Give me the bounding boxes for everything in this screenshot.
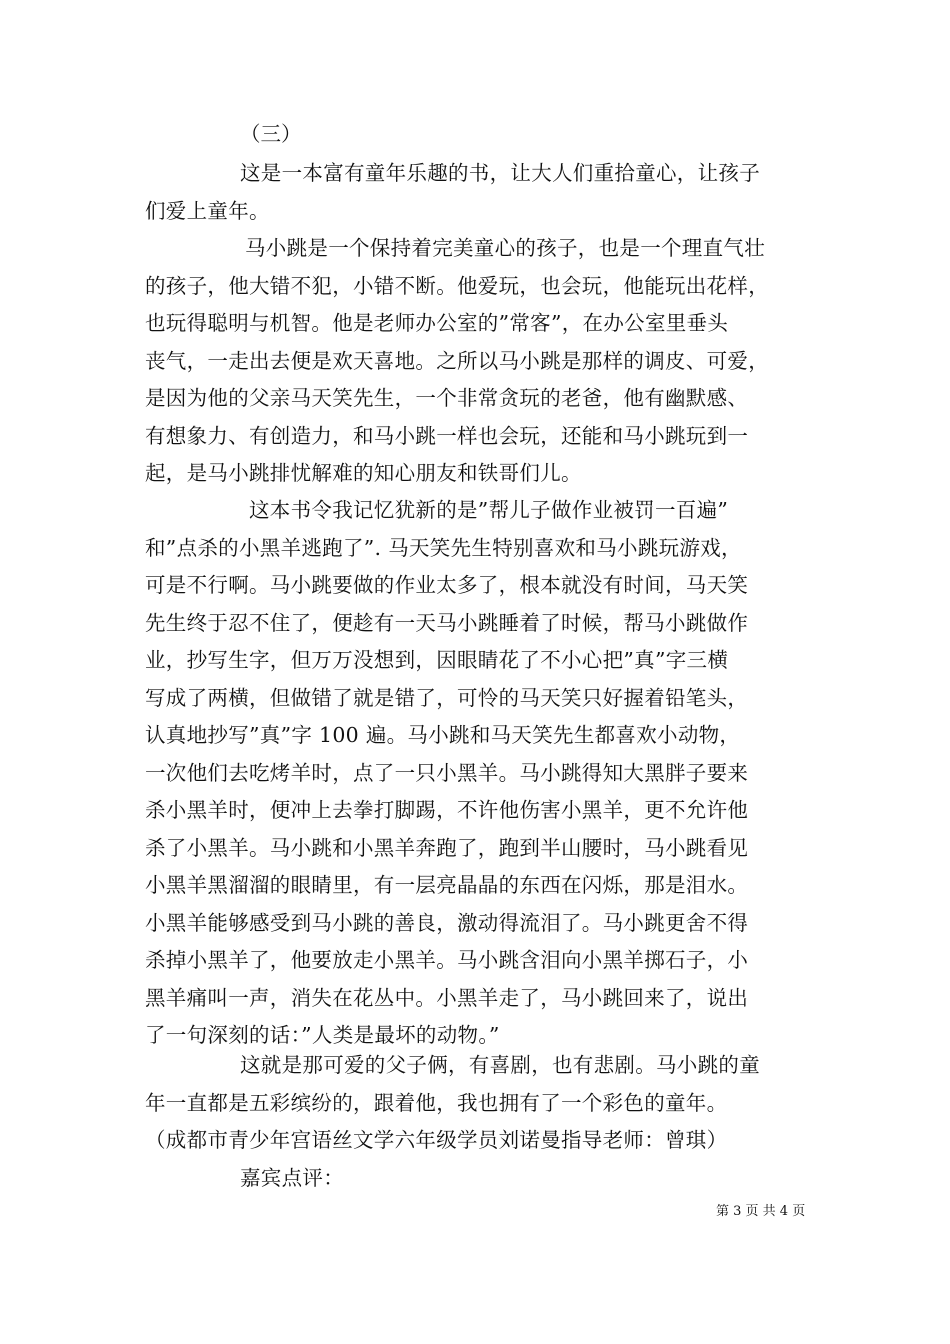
text-line: 写成了两横，但做错了就是错了，可怜的马天笑只好握着铅笔头， (145, 685, 749, 710)
text-line: 认真地抄写”真”字 100 遍。马小跳和马天笑先生都喜欢小动物， (145, 723, 741, 747)
author-credit: （成都市青少年宫语丝文学六年级学员刘诺曼指导老师：曾琪） (145, 1128, 728, 1152)
paragraph-character (145, 230, 807, 493)
section-heading: （三） (240, 122, 302, 146)
text-line: 小黑羊黑溜溜的眼睛里，有一层亮晶晶的东西在闪烁，那是泪水。 (145, 873, 749, 897)
text-line: 起，是马小跳排忧解难的知心朋友和铁哥们儿。 (145, 461, 582, 485)
text-line: 马小跳是一个保持着完美童心的孩子，也是一个理直气壮 (245, 236, 765, 260)
text-line: 年一直都是五彩缤纷的，跟着他，我也拥有了一个彩色的童年。 (145, 1090, 728, 1115)
text-line: 业，抄写生字，但万万没想到，因眼睛花了不小心把”真”字三横 (145, 648, 729, 672)
paragraph-story (145, 492, 807, 1055)
text-line: 们爱上童年。 (145, 198, 270, 223)
page-number-footer: 第 3 页 共 4 页 (716, 1204, 806, 1219)
text-line: 一次他们去吃烤羊时，点了一只小黑羊。马小跳得知大黑胖子要来 (145, 760, 749, 785)
paragraph-intro (145, 155, 807, 230)
text-line: 可是不行啊。马小跳要做的作业太多了，根本就没有时间，马天笑 (145, 573, 749, 597)
paragraph-conclusion (145, 1047, 807, 1160)
text-line: 是因为他的父亲马天笑先生，一个非常贪玩的老爸，他有幽默感、 (145, 386, 749, 410)
text-line: 黑羊痛叫一声，消失在花丛中。小黑羊走了，马小跳回来了，说出 (145, 985, 749, 1010)
text-line: 先生终于忍不住了，便趁有一天马小跳睡着了时候，帮马小跳做作 (145, 610, 749, 635)
text-line: 丧气，一走出去便是欢天喜地。之所以马小跳是那样的调皮、可爱， (145, 348, 769, 373)
text-line: 的孩子，他大错不犯，小错不断。他爱玩，也会玩，他能玩出花样， (145, 273, 769, 298)
text-line: 杀了小黑羊。马小跳和小黑羊奔跑了，跑到半山腰时，马小跳看见 (145, 835, 749, 860)
text-line: 也玩得聪明与机智。他是老师办公室的”常客”，在办公室里垂头 (145, 311, 729, 335)
text-line: 这本书令我记忆犹新的是”帮儿子做作业被罚一百遍” (249, 498, 729, 522)
text-line: 有想象力、有创造力，和马小跳一样也会玩，还能和马小跳玩到一 (145, 423, 749, 448)
paragraph-guest-comment (145, 1160, 807, 1198)
text-line: 杀掉小黑羊了，他要放走小黑羊。马小跳含泪向小黑羊掷石子，小 (145, 948, 749, 972)
text-line: 这就是那可爱的父子俩，有喜剧，也有悲剧。马小跳的童 (240, 1053, 760, 1077)
guest-comment-heading: 嘉宾点评： (240, 1166, 344, 1190)
text-line: 这是一本富有童年乐趣的书，让大人们重拾童心，让孩子 (240, 161, 760, 185)
text-line: 和”点杀的小黑羊逃跑了”. 马天笑先生特别喜欢和马小跳玩游戏， (145, 535, 742, 560)
text-line: 了一句深刻的话：”人类是最坏的动物。” (145, 1023, 500, 1047)
text-line: 小黑羊能够感受到马小跳的善良，激动得流泪了。马小跳更舍不得 (145, 910, 749, 935)
text-line: 杀小黑羊时，便冲上去拳打脚踢，不许他伤害小黑羊，更不允许他 (145, 798, 749, 822)
